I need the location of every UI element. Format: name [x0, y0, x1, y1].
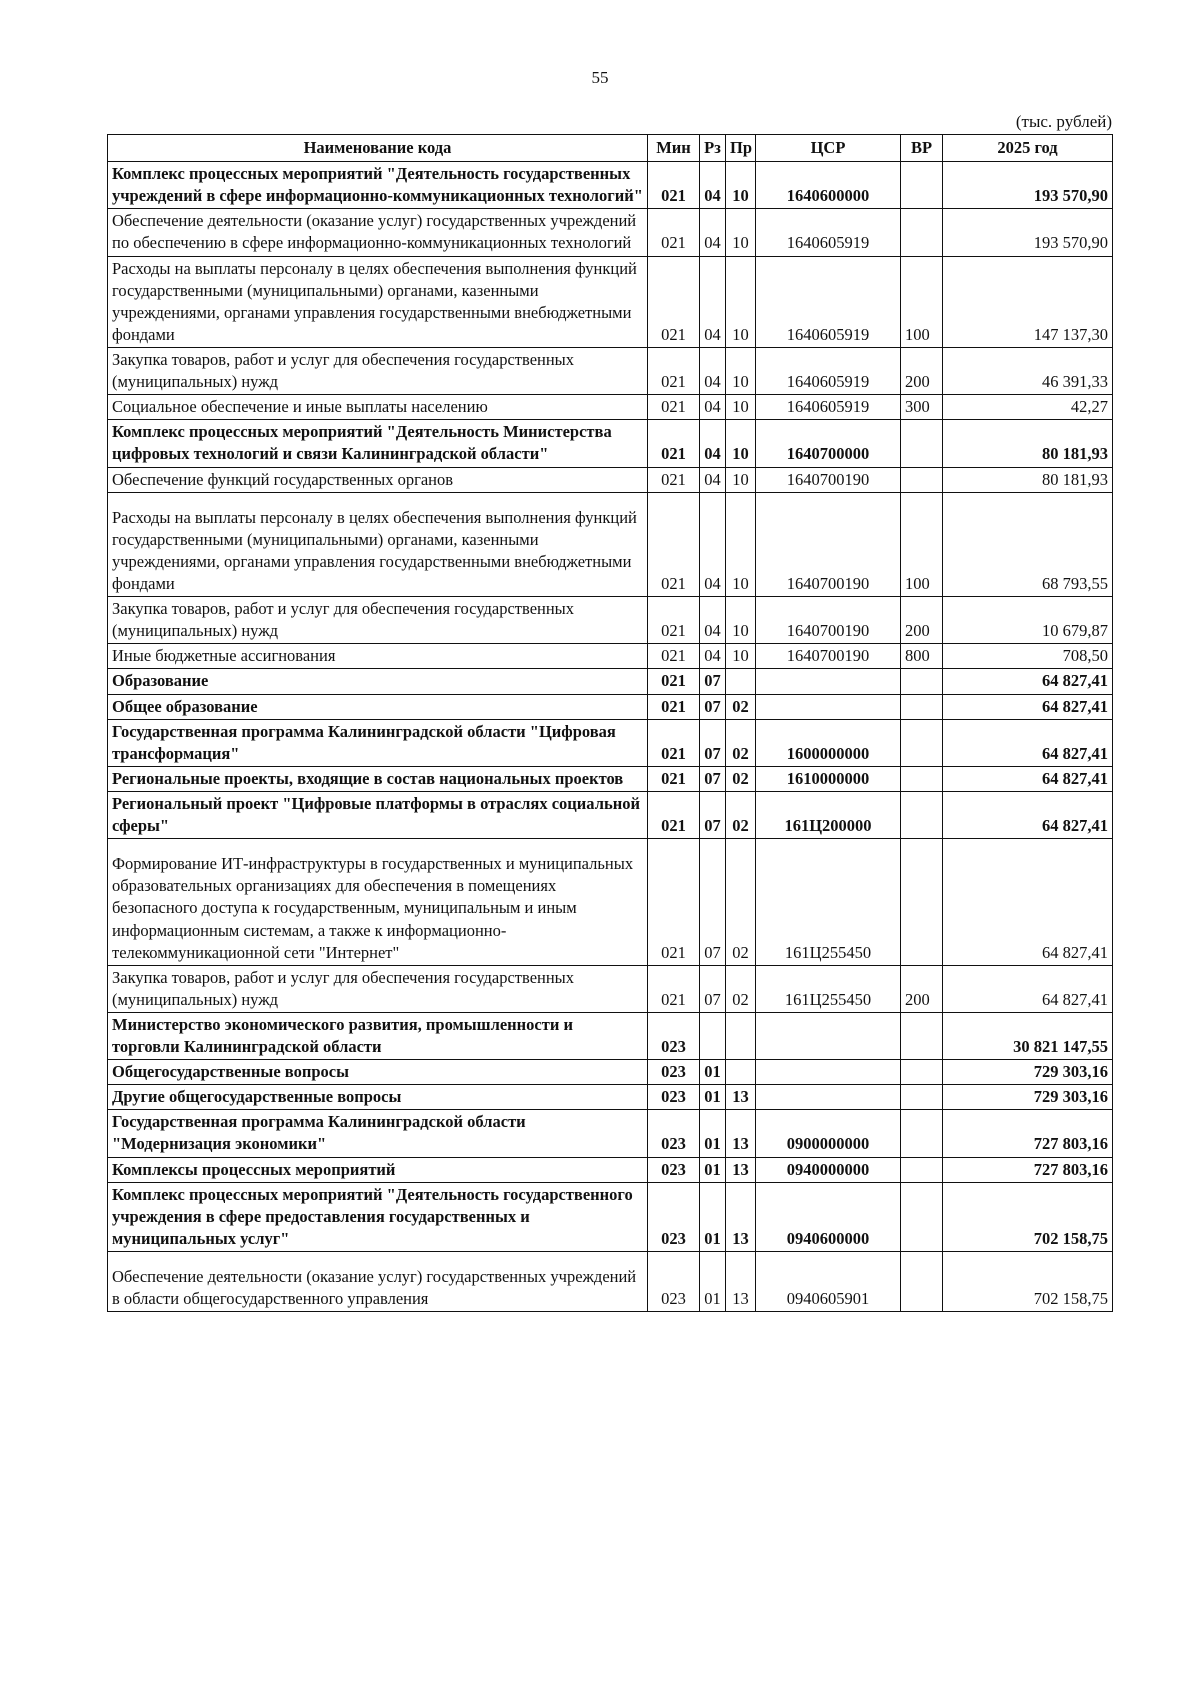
cell-min: 021	[648, 694, 700, 719]
cell-pr: 02	[726, 694, 756, 719]
cell-pr: 10	[726, 395, 756, 420]
cell-csr	[756, 1060, 901, 1085]
cell-pr: 02	[726, 839, 756, 966]
cell-csr: 1610000000	[756, 766, 901, 791]
cell-vr	[901, 420, 943, 467]
cell-name: Государственная программа Калининградской области "Модернизация экономики"	[108, 1110, 648, 1157]
header-year: 2025 год	[943, 135, 1113, 162]
cell-pr	[726, 1060, 756, 1085]
cell-csr	[756, 1085, 901, 1110]
cell-min: 023	[648, 1012, 700, 1059]
cell-vr	[901, 719, 943, 766]
table-row	[108, 644, 1113, 669]
header-min: Мин	[648, 135, 700, 162]
header-csr: ЦСР	[756, 135, 901, 162]
header-rz: Рз	[700, 135, 726, 162]
cell-vr	[901, 162, 943, 209]
cell-csr: 161Ц255450	[756, 839, 901, 966]
cell-name: Региональный проект "Цифровые платформы в отраслях социальной сферы"	[108, 791, 648, 838]
cell-sum: 68 793,55	[943, 492, 1113, 596]
table-row	[108, 209, 1113, 256]
cell-csr: 1640700190	[756, 644, 901, 669]
cell-rz: 07	[700, 694, 726, 719]
cell-pr: 02	[726, 766, 756, 791]
cell-pr: 10	[726, 256, 756, 347]
table-row	[108, 1182, 1113, 1251]
units-note: (тыс. рублей)	[1015, 112, 1112, 131]
cell-pr: 13	[726, 1085, 756, 1110]
table-row	[108, 965, 1113, 1012]
cell-min: 023	[648, 1085, 700, 1110]
cell-name: Общегосударственные вопросы	[108, 1060, 648, 1085]
cell-sum: 64 827,41	[943, 669, 1113, 694]
cell-sum: 702 158,75	[943, 1252, 1113, 1312]
cell-vr	[901, 467, 943, 492]
cell-name: Социальное обеспечение и иные выплаты населению	[108, 395, 648, 420]
cell-vr: 300	[901, 395, 943, 420]
cell-sum: 80 181,93	[943, 420, 1113, 467]
cell-min: 023	[648, 1182, 700, 1251]
table-row	[108, 791, 1113, 838]
cell-sum: 42,27	[943, 395, 1113, 420]
cell-name: Комплекс процессных мероприятий "Деятельность государственных учреждений в сфере информационно-коммуникационных технологий"	[108, 162, 648, 209]
cell-min: 021	[648, 644, 700, 669]
cell-vr	[901, 209, 943, 256]
cell-min: 021	[648, 669, 700, 694]
cell-sum: 193 570,90	[943, 162, 1113, 209]
cell-csr: 0940000000	[756, 1157, 901, 1182]
cell-rz: 04	[700, 347, 726, 394]
table-row	[108, 395, 1113, 420]
cell-rz: 07	[700, 719, 726, 766]
cell-min: 021	[648, 162, 700, 209]
cell-vr	[901, 1110, 943, 1157]
cell-min: 021	[648, 719, 700, 766]
cell-rz: 01	[700, 1060, 726, 1085]
cell-pr: 02	[726, 719, 756, 766]
cell-pr: 10	[726, 347, 756, 394]
cell-name: Министерство экономического развития, промышленности и торговли Калининградской области	[108, 1012, 648, 1059]
table-row	[108, 1157, 1113, 1182]
cell-csr: 161Ц255450	[756, 965, 901, 1012]
cell-csr: 1640700190	[756, 492, 901, 596]
cell-sum: 729 303,16	[943, 1085, 1113, 1110]
cell-rz: 07	[700, 791, 726, 838]
cell-name: Закупка товаров, работ и услуг для обеспечения государственных (муниципальных) нужд	[108, 347, 648, 394]
cell-rz: 04	[700, 395, 726, 420]
cell-pr: 13	[726, 1157, 756, 1182]
cell-sum: 708,50	[943, 644, 1113, 669]
cell-vr	[901, 1060, 943, 1085]
budget-table	[107, 134, 1113, 1312]
cell-sum: 80 181,93	[943, 467, 1113, 492]
cell-min: 021	[648, 965, 700, 1012]
table-row	[108, 1060, 1113, 1085]
cell-min: 021	[648, 209, 700, 256]
cell-pr: 10	[726, 420, 756, 467]
cell-name: Формирование ИТ-инфраструктуры в государственных и муниципальных образовательных организациях для обеспечения в помещениях безопасного доступа к государственным, муниципальным и иным информационным системам, а также к информационно-телекоммуникационной сети "Интернет"	[108, 839, 648, 966]
cell-csr: 1640605919	[756, 395, 901, 420]
cell-min: 023	[648, 1060, 700, 1085]
cell-csr: 0940600000	[756, 1182, 901, 1251]
cell-min: 021	[648, 420, 700, 467]
cell-min: 021	[648, 597, 700, 644]
cell-name: Закупка товаров, работ и услуг для обеспечения государственных (муниципальных) нужд	[108, 597, 648, 644]
cell-sum: 729 303,16	[943, 1060, 1113, 1085]
cell-vr: 100	[901, 492, 943, 596]
table-row	[108, 1085, 1113, 1110]
cell-sum: 727 803,16	[943, 1157, 1113, 1182]
cell-vr: 200	[901, 597, 943, 644]
cell-sum: 193 570,90	[943, 209, 1113, 256]
table-row	[108, 839, 1113, 966]
cell-name: Закупка товаров, работ и услуг для обеспечения государственных (муниципальных) нужд	[108, 965, 648, 1012]
cell-sum: 702 158,75	[943, 1182, 1113, 1251]
table-row	[108, 347, 1113, 394]
table-row	[108, 467, 1113, 492]
cell-name: Комплексы процессных мероприятий	[108, 1157, 648, 1182]
cell-sum: 64 827,41	[943, 965, 1113, 1012]
cell-name: Обеспечение деятельности (оказание услуг) государственных учреждений по обеспечению в сфере информационно-коммуникационных технологий	[108, 209, 648, 256]
cell-pr: 10	[726, 162, 756, 209]
cell-name: Расходы на выплаты персоналу в целях обеспечения выполнения функций государственными (муниципальными) органами, казенными учреждениями, органами управления государственными внебюджетными фондами	[108, 256, 648, 347]
cell-csr: 1640605919	[756, 347, 901, 394]
table-row	[108, 1012, 1113, 1059]
table-row	[108, 420, 1113, 467]
cell-pr: 13	[726, 1252, 756, 1312]
table-row	[108, 597, 1113, 644]
cell-rz	[700, 1012, 726, 1059]
cell-sum: 64 827,41	[943, 719, 1113, 766]
cell-min: 023	[648, 1157, 700, 1182]
cell-name: Общее образование	[108, 694, 648, 719]
cell-name: Обеспечение функций государственных органов	[108, 467, 648, 492]
cell-rz: 07	[700, 965, 726, 1012]
table-row	[108, 1110, 1113, 1157]
cell-pr: 02	[726, 791, 756, 838]
cell-sum: 30 821 147,55	[943, 1012, 1113, 1059]
cell-rz: 07	[700, 839, 726, 966]
cell-name: Комплекс процессных мероприятий "Деятельность государственного учреждения в сфере предоставления государственных и муниципальных услуг"	[108, 1182, 648, 1251]
cell-rz: 01	[700, 1182, 726, 1251]
header-vr: ВР	[901, 135, 943, 162]
cell-rz: 04	[700, 162, 726, 209]
cell-name: Региональные проекты, входящие в состав национальных проектов	[108, 766, 648, 791]
cell-pr: 13	[726, 1182, 756, 1251]
cell-rz: 01	[700, 1157, 726, 1182]
cell-min: 021	[648, 766, 700, 791]
cell-pr: 10	[726, 597, 756, 644]
cell-name: Иные бюджетные ассигнования	[108, 644, 648, 669]
cell-csr: 1640700000	[756, 420, 901, 467]
cell-min: 023	[648, 1110, 700, 1157]
cell-vr	[901, 1157, 943, 1182]
table-body	[108, 162, 1113, 1312]
cell-vr	[901, 694, 943, 719]
header-name: Наименование кода	[108, 135, 648, 162]
cell-csr: 1640700190	[756, 467, 901, 492]
cell-pr: 13	[726, 1110, 756, 1157]
table-row	[108, 719, 1113, 766]
cell-vr	[901, 1252, 943, 1312]
cell-rz: 04	[700, 256, 726, 347]
cell-csr	[756, 669, 901, 694]
cell-csr: 161Ц200000	[756, 791, 901, 838]
cell-vr	[901, 669, 943, 694]
cell-name: Государственная программа Калининградской области "Цифровая трансформация"	[108, 719, 648, 766]
cell-min: 021	[648, 347, 700, 394]
cell-pr: 10	[726, 209, 756, 256]
cell-pr: 10	[726, 644, 756, 669]
table-row	[108, 1252, 1113, 1312]
cell-min: 021	[648, 839, 700, 966]
cell-name: Расходы на выплаты персоналу в целях обеспечения выполнения функций государственными (муниципальными) органами, казенными учреждениями, органами управления государственными внебюджетными фондами	[108, 492, 648, 596]
table-row	[108, 162, 1113, 209]
cell-rz: 01	[700, 1085, 726, 1110]
cell-rz: 07	[700, 766, 726, 791]
cell-min: 021	[648, 256, 700, 347]
cell-rz: 04	[700, 420, 726, 467]
cell-vr: 200	[901, 347, 943, 394]
cell-sum: 64 827,41	[943, 839, 1113, 966]
cell-pr	[726, 1012, 756, 1059]
cell-rz: 01	[700, 1110, 726, 1157]
cell-pr: 10	[726, 467, 756, 492]
cell-name: Образование	[108, 669, 648, 694]
cell-csr	[756, 1012, 901, 1059]
table-row	[108, 694, 1113, 719]
cell-sum: 10 679,87	[943, 597, 1113, 644]
cell-min: 021	[648, 791, 700, 838]
cell-csr: 1640700190	[756, 597, 901, 644]
cell-vr	[901, 839, 943, 966]
table-row	[108, 256, 1113, 347]
cell-vr	[901, 1012, 943, 1059]
cell-vr	[901, 1085, 943, 1110]
cell-pr	[726, 669, 756, 694]
cell-csr: 0900000000	[756, 1110, 901, 1157]
cell-sum: 147 137,30	[943, 256, 1113, 347]
table-header-row	[108, 135, 1113, 162]
cell-vr	[901, 1182, 943, 1251]
cell-pr: 10	[726, 492, 756, 596]
cell-csr: 0940605901	[756, 1252, 901, 1312]
cell-min: 021	[648, 467, 700, 492]
cell-name: Комплекс процессных мероприятий "Деятельность Министерства цифровых технологий и связи Калининградской области"	[108, 420, 648, 467]
cell-vr: 800	[901, 644, 943, 669]
cell-rz: 01	[700, 1252, 726, 1312]
cell-sum: 64 827,41	[943, 766, 1113, 791]
cell-vr: 200	[901, 965, 943, 1012]
cell-rz: 04	[700, 209, 726, 256]
cell-csr: 1600000000	[756, 719, 901, 766]
cell-csr: 1640605919	[756, 256, 901, 347]
cell-min: 021	[648, 492, 700, 596]
cell-vr	[901, 766, 943, 791]
cell-rz: 04	[700, 467, 726, 492]
cell-rz: 04	[700, 597, 726, 644]
cell-name: Другие общегосударственные вопросы	[108, 1085, 648, 1110]
cell-sum: 727 803,16	[943, 1110, 1113, 1157]
cell-csr	[756, 694, 901, 719]
cell-rz: 04	[700, 644, 726, 669]
cell-pr: 02	[726, 965, 756, 1012]
cell-sum: 64 827,41	[943, 791, 1113, 838]
cell-vr: 100	[901, 256, 943, 347]
page-number: 55	[591, 68, 609, 87]
cell-csr: 1640605919	[756, 209, 901, 256]
cell-sum: 46 391,33	[943, 347, 1113, 394]
table-row	[108, 766, 1113, 791]
table-row	[108, 669, 1113, 694]
cell-rz: 04	[700, 492, 726, 596]
cell-sum: 64 827,41	[943, 694, 1113, 719]
cell-name: Обеспечение деятельности (оказание услуг) государственных учреждений в области общегосударственного управления	[108, 1252, 648, 1312]
cell-min: 023	[648, 1252, 700, 1312]
cell-rz: 07	[700, 669, 726, 694]
header-pr: Пр	[726, 135, 756, 162]
cell-csr: 1640600000	[756, 162, 901, 209]
table-row	[108, 492, 1113, 596]
cell-vr	[901, 791, 943, 838]
cell-min: 021	[648, 395, 700, 420]
